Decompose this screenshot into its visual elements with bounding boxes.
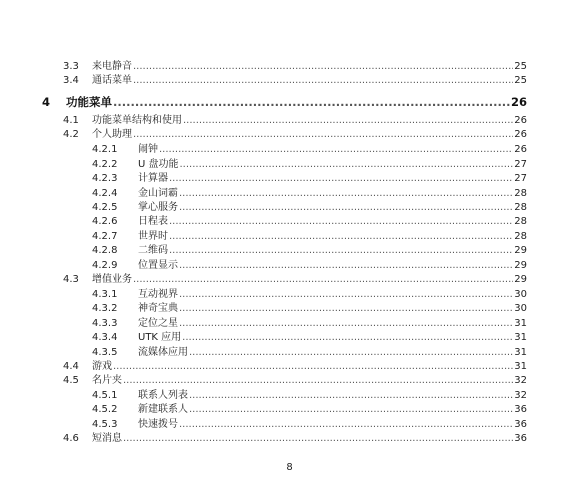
toc-entry-title: 位置显示 — [138, 260, 178, 271]
dot-leader — [133, 274, 513, 285]
toc-entry-title: 通话菜单 — [92, 75, 132, 86]
dot-leader — [133, 129, 513, 140]
toc-entry-page: 36 — [514, 404, 527, 415]
toc-entry[interactable] — [63, 111, 527, 126]
dot-leader — [189, 404, 513, 415]
toc-entry-number: 4.5 — [63, 375, 79, 386]
dot-leader — [159, 144, 513, 155]
toc-entry-number: 4.2.1 — [92, 144, 118, 155]
toc-entry-number: 4.3.4 — [92, 332, 118, 343]
toc-entry[interactable] — [63, 270, 527, 285]
toc-entry-number: 4.3 — [63, 274, 79, 285]
toc-entry[interactable] — [92, 314, 527, 329]
toc-entry-title: 增值业务 — [92, 274, 132, 285]
toc-entry-title: 世界时 — [138, 231, 168, 242]
toc-entry-page: 28 — [514, 202, 527, 213]
toc-entry[interactable] — [63, 71, 527, 86]
toc-entry[interactable] — [92, 155, 527, 170]
toc-entry-number: 3.4 — [63, 75, 79, 86]
toc-entry-title: 快速拨号 — [138, 419, 178, 430]
toc-entry-title: 名片夹 — [92, 375, 122, 386]
toc-entry[interactable] — [92, 212, 527, 227]
toc-entry[interactable] — [92, 415, 527, 430]
dot-leader — [169, 173, 513, 184]
toc-entry-number: 4.2.6 — [92, 216, 118, 227]
toc-entry-number: 4.3.5 — [92, 347, 118, 358]
toc-entry[interactable] — [63, 429, 527, 444]
dot-leader — [123, 375, 513, 386]
toc-entry-page: 26 — [514, 115, 527, 126]
dot-leader — [169, 216, 513, 227]
toc-entry-number: 4.3.1 — [92, 289, 118, 300]
toc-entry[interactable] — [92, 169, 527, 184]
toc-entry-title: 闹钟 — [138, 144, 158, 155]
toc-entry-number: 4.2.5 — [92, 202, 118, 213]
toc-entry-number: 4.5.3 — [92, 419, 118, 430]
toc-entry-title: 个人助理 — [92, 129, 132, 140]
toc-entry-page: 36 — [514, 433, 527, 444]
toc-entry-title: 金山词霸 — [138, 188, 178, 199]
toc-entry[interactable] — [92, 400, 527, 415]
toc-entry-page: 26 — [514, 129, 527, 140]
toc-entry[interactable] — [92, 184, 527, 199]
toc-entry-page: 28 — [514, 231, 527, 242]
toc-entry-title: 游戏 — [92, 361, 112, 372]
toc-entry-title: U 盘功能 — [138, 159, 179, 170]
dot-leader — [182, 332, 513, 343]
toc-entry-page: 29 — [514, 245, 527, 256]
toc-entry-page: 29 — [514, 274, 527, 285]
toc-entry-title: 互动视界 — [138, 289, 178, 300]
dot-leader — [133, 75, 513, 86]
toc-entry[interactable] — [42, 94, 527, 110]
toc-entry-number: 4.2.3 — [92, 173, 118, 184]
toc-entry-number: 4.5.2 — [92, 404, 118, 415]
toc-entry-title: 二维码 — [138, 245, 168, 256]
dot-leader — [113, 95, 510, 109]
toc-entry-page: 31 — [514, 361, 527, 372]
toc-entry-title: 功能菜单结构和使用 — [92, 115, 182, 126]
toc-entry-title: 流媒体应用 — [138, 347, 188, 358]
toc-entry-title: 短消息 — [92, 433, 122, 444]
toc-entry-page: 26 — [510, 95, 527, 109]
toc-entry-number: 4 — [42, 95, 51, 109]
toc-entry-number: 4.6 — [63, 433, 79, 444]
toc-entry-number: 4.2.2 — [92, 159, 118, 170]
dot-leader — [123, 433, 513, 444]
dot-leader — [179, 303, 513, 314]
toc-entry-page: 28 — [514, 188, 527, 199]
toc-entry[interactable] — [63, 57, 527, 72]
toc-entry[interactable] — [92, 241, 527, 256]
dot-leader — [169, 245, 513, 256]
toc-entry-number: 4.4 — [63, 361, 79, 372]
toc-entry-page: 31 — [514, 318, 527, 329]
toc-entry-number: 3.3 — [63, 61, 79, 72]
toc-entry-title: 计算器 — [138, 173, 168, 184]
toc-entry[interactable] — [63, 357, 527, 372]
toc-entry-title: 联系人列表 — [138, 390, 188, 401]
toc-entry-page: 27 — [514, 159, 527, 170]
toc-entry-title: UTK 应用 — [138, 332, 182, 343]
toc-entry-number: 4.2 — [63, 129, 79, 140]
toc-entry-page: 26 — [514, 144, 527, 155]
toc-entry-title: 掌心服务 — [138, 202, 178, 213]
toc-entry-page: 25 — [514, 61, 527, 72]
toc-entry[interactable] — [92, 256, 527, 271]
toc-entry-title: 日程表 — [138, 216, 168, 227]
toc-entry-page: 36 — [514, 419, 527, 430]
toc-entry[interactable] — [92, 299, 527, 314]
toc-entry[interactable] — [92, 198, 527, 213]
toc-entry[interactable] — [92, 140, 527, 155]
toc-entry[interactable] — [92, 328, 527, 343]
toc-entry[interactable] — [92, 285, 527, 300]
toc-entry-title: 来电静音 — [92, 61, 132, 72]
toc-entry-title: 定位之星 — [138, 318, 178, 329]
page-number: 8 — [286, 462, 293, 473]
toc-entry-number: 4.2.4 — [92, 188, 118, 199]
toc-entry[interactable] — [63, 125, 527, 140]
toc-entry-page: 32 — [514, 375, 527, 386]
toc-entry-page: 27 — [514, 173, 527, 184]
toc-entry-number: 4.5.1 — [92, 390, 118, 401]
toc-entry-number: 4.1 — [63, 115, 79, 126]
toc-entry-page: 29 — [514, 260, 527, 271]
toc-entry-page: 25 — [514, 75, 527, 86]
toc-entry-page: 31 — [514, 347, 527, 358]
toc-entry-page: 28 — [514, 216, 527, 227]
toc-entry-page: 30 — [514, 289, 527, 300]
toc-entry[interactable] — [92, 227, 527, 242]
toc-entry[interactable] — [92, 343, 527, 358]
toc-entry[interactable] — [63, 371, 527, 386]
toc-entry-title: 功能菜单 — [66, 95, 112, 109]
toc-entry-page: 31 — [514, 332, 527, 343]
toc-entry-title: 神奇宝典 — [138, 303, 178, 314]
toc-entry-page: 32 — [514, 390, 527, 401]
toc-entry-number: 4.2.8 — [92, 245, 118, 256]
toc-entry-page: 30 — [514, 303, 527, 314]
toc-entry-number: 4.3.2 — [92, 303, 118, 314]
toc-entry[interactable] — [92, 386, 527, 401]
toc-entry-number: 4.3.3 — [92, 318, 118, 329]
toc-entry-number: 4.2.9 — [92, 260, 118, 271]
toc-entry-number: 4.2.7 — [92, 231, 118, 242]
toc-entry-title: 新建联系人 — [138, 404, 188, 415]
